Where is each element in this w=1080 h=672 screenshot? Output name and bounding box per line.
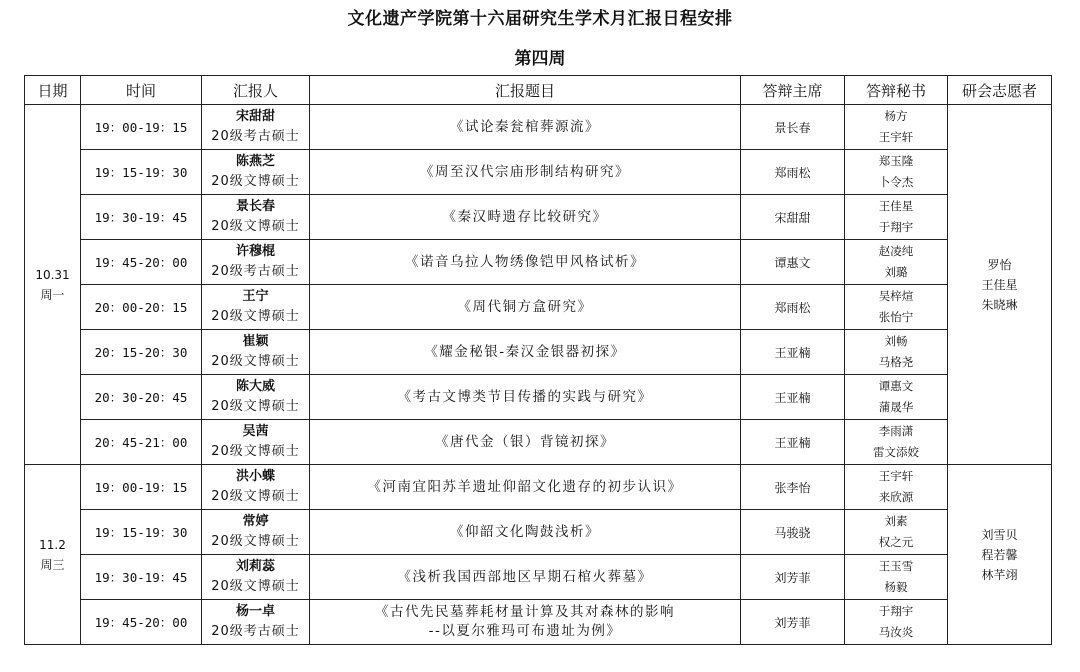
topic-line: 《耀金秘银-秦汉金银器初探》 [424,343,626,360]
table-row [25,600,1052,645]
secretary-cell [845,195,948,240]
topic-line: 《唐代金（银）背镜初探》 [435,433,615,450]
chair-cell: 郑雨松 [741,150,845,195]
topic-cell [310,600,741,645]
volunteer-name: 朱晓琳 [981,297,1018,312]
presenter-name: 景长春 [235,199,275,214]
time-cell: 19：00-19：15 [81,465,202,510]
secretary-name: 雷文添姣 [873,445,919,459]
table-row [25,330,1052,375]
topic-cell [310,240,741,285]
presenter-cell [202,240,310,285]
secretary-cell [845,285,948,330]
chair-cell: 景长春 [741,105,845,150]
presenter-name: 宋甜甜 [235,109,275,124]
topic-line: 《河南宜阳苏羊遗址仰韶文化遗存的初步认识》 [367,478,683,495]
time-cell: 19：30-19：45 [81,195,202,240]
topic-line: 《秦汉畤遗存比较研究》 [442,208,608,225]
header-volunteer: 研会志愿者 [948,76,1052,105]
chair-cell: 刘芳菲 [741,600,845,645]
table-row [25,240,1052,285]
volunteer-name: 林芊翊 [981,567,1018,582]
table-row [25,285,1052,330]
presenter-degree: 20级文博硕士 [211,309,300,324]
time-cell: 19：30-19：45 [81,555,202,600]
secretary-name: 来欣源 [878,490,914,504]
presenter-cell [202,420,310,465]
chair-cell: 刘芳菲 [741,555,845,600]
time-cell: 19：15-19：30 [81,150,202,195]
chair-cell: 马骏骁 [741,510,845,555]
secretary-cell [845,375,948,420]
volunteer-name: 罗怡 [987,257,1012,272]
presenter-cell [202,465,310,510]
presenter-cell [202,150,310,195]
topic-cell [310,150,741,195]
secretary-name: 于翔宇 [878,220,914,234]
chair-cell: 郑雨松 [741,285,845,330]
presenter-degree: 20级文博硕士 [211,534,300,549]
table-row [25,195,1052,240]
presenter-name: 王宁 [242,289,269,304]
secretary-name: 马汝炎 [878,625,914,639]
topic-line: 《诺音乌拉人物绣像铠甲风格试析》 [405,253,645,270]
topic-cell [310,105,741,150]
secretary-name: 刘畅 [884,334,908,348]
secretary-cell [845,150,948,195]
secretary-cell [845,555,948,600]
presenter-name: 吴茜 [242,424,269,439]
time-cell: 20：30-20：45 [81,375,202,420]
header-presenter: 汇报人 [202,76,310,105]
table-row [25,555,1052,600]
topic-cell [310,285,741,330]
header-row [25,76,1052,105]
volunteer-name: 程若馨 [981,547,1018,562]
topic-line: --以夏尔雅玛可布遗址为例》 [428,623,622,639]
header-topic: 汇报题目 [310,76,741,105]
secretary-name: 谭惠文 [878,379,914,393]
time-cell: 20：00-20：15 [81,285,202,330]
secretary-name: 于翔宇 [878,604,914,618]
table-row [25,105,1052,150]
secretary-name: 李雨潇 [878,424,914,438]
table-row [25,465,1052,510]
volunteer-name: 王佳星 [981,277,1018,292]
topic-cell [310,510,741,555]
topic-line: 《古代先民墓葬耗材量计算及其对森林的影响 [375,604,675,620]
topic-line: 《试论秦瓮棺葬源流》 [450,118,600,135]
header-chair: 答辩主席 [741,76,845,105]
chair-cell: 宋甜甜 [741,195,845,240]
secretary-name: 蒲晟华 [878,400,914,414]
secretary-cell [845,510,948,555]
volunteer-name: 刘雪贝 [981,527,1018,542]
volunteer-cell [948,465,1052,645]
secretary-name: 马格尧 [878,355,914,369]
presenter-name: 刘莉蕊 [235,559,275,574]
presenter-name: 洪小蝶 [235,469,275,484]
topic-line: 《浅析我国西部地区早期石棺火葬墓》 [397,568,653,585]
secretary-cell [845,420,948,465]
date-value: 10.31 [35,267,70,282]
secretary-name: 王宇轩 [878,130,914,144]
presenter-name: 陈燕芝 [235,154,275,169]
presenter-degree: 20级文博硕士 [211,444,300,459]
chair-cell: 王亚楠 [741,330,845,375]
secretary-name: 卜令杰 [878,175,914,189]
presenter-name: 杨一卓 [235,604,275,619]
time-cell: 19：45-20：00 [81,240,202,285]
date-cell [25,105,81,465]
secretary-name: 权之元 [878,535,914,549]
volunteer-cell [948,105,1052,465]
time-cell: 20：45-21：00 [81,420,202,465]
topic-cell [310,195,741,240]
topic-line: 《周至汉代宗庙形制结构研究》 [420,163,630,180]
week-heading: 第四周 [514,49,566,69]
secretary-name: 吴梓煊 [878,289,914,303]
presenter-name: 陈大威 [235,379,275,394]
time-cell: 19：00-19：15 [81,105,202,150]
presenter-degree: 20级文博硕士 [211,219,300,234]
header-time: 时间 [81,76,202,105]
table-row [25,510,1052,555]
secretary-cell [845,330,948,375]
date-value: 11.2 [39,537,66,552]
presenter-degree: 20级考古硕士 [211,264,300,279]
secretary-name: 郑玉隆 [878,154,914,168]
presenter-cell [202,105,310,150]
presenter-cell [202,600,310,645]
presenter-degree: 20级考古硕士 [211,129,300,144]
presenter-degree: 20级文博硕士 [211,489,300,504]
presenter-cell [202,195,310,240]
header-date: 日期 [25,76,81,105]
secretary-name: 刘素 [884,514,908,528]
chair-cell: 张李怡 [741,465,845,510]
presenter-name: 许穆棍 [235,244,275,259]
topic-line: 《考古文博类节目传播的实践与研究》 [397,388,653,405]
topic-cell [310,555,741,600]
presenter-degree: 20级文博硕士 [211,174,300,189]
secretary-name: 刘璐 [884,265,908,279]
table-row [25,375,1052,420]
chair-cell: 王亚楠 [741,420,845,465]
secretary-cell [845,600,948,645]
presenter-cell [202,330,310,375]
topic-cell [310,465,741,510]
secretary-cell [845,105,948,150]
secretary-name: 王佳星 [878,199,914,213]
time-cell: 20：15-20：30 [81,330,202,375]
presenter-cell [202,555,310,600]
presenter-degree: 20级文博硕士 [211,399,300,414]
secretary-name: 杨方 [884,109,908,123]
secretary-name: 赵凌纯 [878,244,914,258]
presenter-cell [202,375,310,420]
schedule-body [25,105,1052,645]
table-row [25,150,1052,195]
secretary-name: 张怡宁 [878,310,914,324]
topic-cell [310,420,741,465]
page-title: 文化遗产学院第十六届研究生学术月汇报日程安排 [347,9,733,29]
secretary-name: 杨毅 [884,580,908,594]
secretary-cell [845,465,948,510]
secretary-cell [845,240,948,285]
weekday-value: 周一 [40,287,65,302]
presenter-degree: 20级考古硕士 [211,624,300,639]
time-cell: 19：15-19：30 [81,510,202,555]
presenter-cell [202,510,310,555]
presenter-cell [202,285,310,330]
chair-cell: 谭惠文 [741,240,845,285]
topic-line: 《周代铜方盒研究》 [457,298,593,315]
time-cell: 19：45-20：00 [81,600,202,645]
secretary-name: 王宇轩 [878,469,914,483]
topic-cell [310,330,741,375]
presenter-degree: 20级文博硕士 [211,579,300,594]
presenter-name: 崔颖 [242,334,269,349]
secretary-name: 王玉雪 [878,559,914,573]
presenter-name: 常婷 [242,514,269,529]
chair-cell: 王亚楠 [741,375,845,420]
date-cell [25,465,81,645]
header-secretary: 答辩秘书 [845,76,948,105]
presenter-degree: 20级文博硕士 [211,354,300,369]
topic-cell [310,375,741,420]
schedule-table [24,75,1052,645]
topic-line: 《仰韶文化陶鼓浅析》 [450,523,600,540]
table-row [25,420,1052,465]
weekday-value: 周三 [40,557,65,572]
